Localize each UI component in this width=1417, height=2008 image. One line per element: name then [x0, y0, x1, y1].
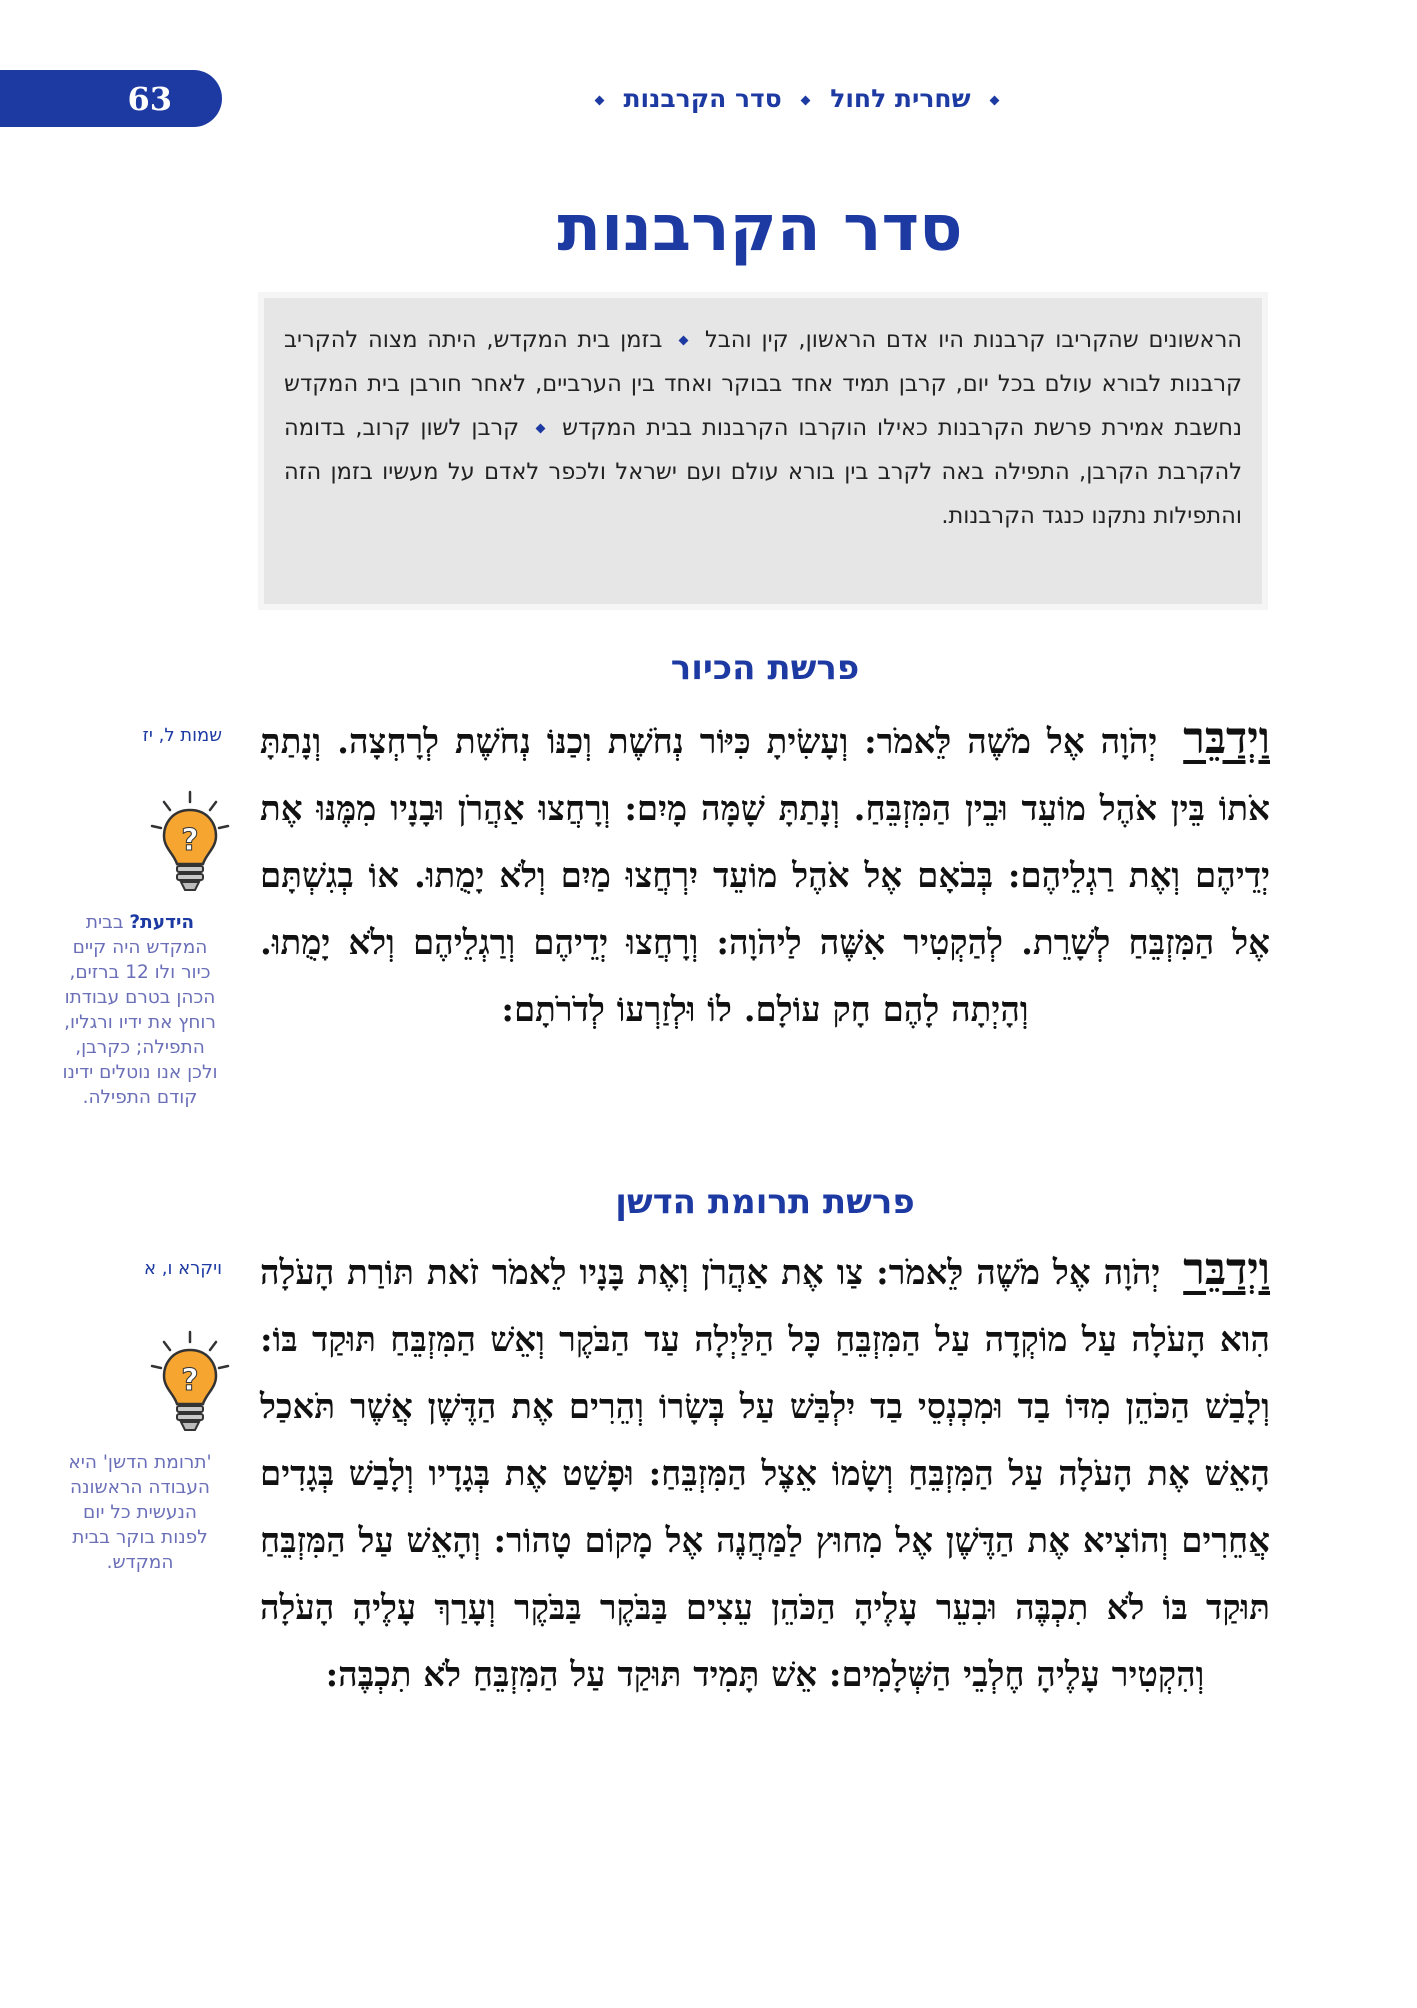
lightbulb-question-icon [150, 790, 230, 896]
page-title: סדר הקרבנות [557, 192, 963, 266]
diamond-bullet-icon [990, 95, 1000, 105]
diamond-bullet-icon [594, 95, 604, 105]
section-heading-kiyor: פרשת הכיור [670, 648, 860, 688]
opening-word: וַיְדַבֵּר [1183, 713, 1270, 764]
intro-text [284, 318, 1242, 538]
side-note-terumat-hadeshen: 'תרומת הדשן' היא העבודה הראשונה הנעשית כל יום לפנות בוקר בבית המקדש. [68, 1452, 212, 1573]
source-reference: שמות ל, יז [142, 725, 222, 746]
breadcrumb [577, 84, 1017, 113]
svg-text:?: ? [181, 1363, 199, 1398]
page-number-tab [0, 70, 222, 127]
intro-part-1: הראשונים שהקריבו קרבנות היו אדם הראשון, קין והבל [705, 327, 1242, 353]
intro-part-2: בזמן בית המקדש, היתה מצוה להקריב קרבנות לבורא עולם בכל יום, קרבן תמיד אחד בבוקר ואחד בין הערביים, לאחר חורבן בית המקדש נחשבת אמירת פרשת הקרבנות כאילו הוקרבו הקרבנות בבית המקדש [284, 327, 1242, 441]
diamond-bullet-icon [679, 336, 689, 346]
section-heading-terumat-hadeshen: פרשת תרומת הדשן [615, 1182, 915, 1222]
lightbulb-question-icon [150, 1330, 230, 1436]
did-you-know-note [60, 910, 220, 1110]
source-reference: ויקרא ו, א [144, 1258, 222, 1279]
diamond-bullet-icon [801, 95, 811, 105]
verse-block-terumat-hadeshen [260, 1236, 1270, 1709]
note-lead: הידעת? [129, 912, 195, 933]
diamond-bullet-icon [536, 424, 546, 434]
svg-text:?: ? [181, 823, 199, 858]
intro-box [258, 292, 1268, 610]
page-number: 63 [127, 79, 172, 118]
breadcrumb-item-1: שחרית לחול [830, 84, 971, 113]
opening-word: וַיְדַבֵּר [1183, 1244, 1270, 1295]
breadcrumb-item-2: סדר הקרבנות [623, 84, 782, 113]
note-text: בבית המקדש היה קיים כיור ולו 12 ברזים, הכהן בטרם עבודתו רוחץ את ידיו ורגליו, התפילה; כקרבן, ולכן אנו נוטלים ידינו קודם התפילה. [62, 912, 218, 1108]
verse-block-kiyor [260, 705, 1270, 1044]
intro-part-3: קרבן לשון קרוב, בדומה להקרבת הקרבן, התפילה באה לקרב בין בורא עולם ועם ישראל ולכפר לאדם על מעשיו בזמן הזה והתפילות נתקנו כנגד הקרבנות. [284, 415, 1242, 529]
verse-text: יְהֹוָה אֶל מֹשֶׁה לֵּאמֹר: וְעָשִׂיתָ כִּיּוֹר נְחֹשֶׁת וְכַנּוֹ נְחֹשֶׁת לְרָחְצָה. וְנָתַתָּ אֹתוֹ בֵּין אֹהֶל מוֹעֵד וּבֵין הַמִּזְבֵּחַ. וְנָתַתָּ שָׁמָּה מָיִם: וְרָחֲצוּ אַהֲרֹן וּבָנָיו מִמֶּנּוּ אֶת יְדֵיהֶם וְאֶת רַגְלֵיהֶם: בְּבֹאָם אֶל אֹהֶל מוֹעֵד יִרְחֲצוּ מַיִם וְלֹא יָמֻתוּ. אוֹ בְגִשְׁתָּם אֶל הַמִּזְבֵּחַ לְשָׁרֵת. לְהַקְטִיר אִשֶּׁה לַיהֹוָה: וְרָחֲצוּ יְדֵיהֶם וְרַגְלֵיהֶם וְלֹא יָמֻתוּ. וְהָיְתָה לָהֶם חָק עוֹלָם. לוֹ וּלְזַרְעוֹ לְדֹרֹתָם: [260, 722, 1271, 1030]
verse-text: יְהֹוָה אֶל מֹשֶׁה לֵּאמֹר: צַו אֶת אַהֲרֹן וְאֶת בָּנָיו לֵאמֹר זֹאת תּוֹרַת הָעֹלָה הִוא הָעֹלָה עַל מוֹקְדָה עַל הַמִּזְבֵּחַ כָּל הַלַּיְלָה עַד הַבֹּקֶר וְאֵשׁ הַמִּזְבֵּחַ תּוּקַד בּוֹ: וְלָבַשׁ הַכֹּהֵן מִדּוֹ בַד וּמִכְנְסֵי בַד יִלְבַּשׁ עַל בְּשָׂרוֹ וְהֵרִים אֶת הַדֶּשֶׁן אֲשֶׁר תֹּאכַל הָאֵשׁ אֶת הָעֹלָה עַל הַמִּזְבֵּחַ וְשָׂמוֹ אֵצֶל הַמִּזְבֵּחַ: וּפָשַׁט אֶת בְּגָדָיו וְלָבַשׁ בְּגָדִים אֲחֵרִים וְהוֹצִיא אֶת הַדֶּשֶׁן אֶל מִחוּץ לַמַּחֲנֶה אֶל מָקוֹם טָהוֹר: וְהָאֵשׁ עַל הַמִּזְבֵּחַ תּוּקַד בּוֹ לֹא תִכְבֶּה וּבִעֵר עָלֶיהָ הַכֹּהֵן עֵצִים בַּבֹּקֶר בַּבֹּקֶר וְעָרַךְ עָלֶיהָ הָעֹלָה וְהִקְטִיר עָלֶיהָ חֶלְבֵי הַשְּׁלָמִים: אֵשׁ תָּמִיד תּוּקַד עַל הַמִּזְבֵּחַ לֹא תִכְבֶּה: [260, 1253, 1270, 1695]
